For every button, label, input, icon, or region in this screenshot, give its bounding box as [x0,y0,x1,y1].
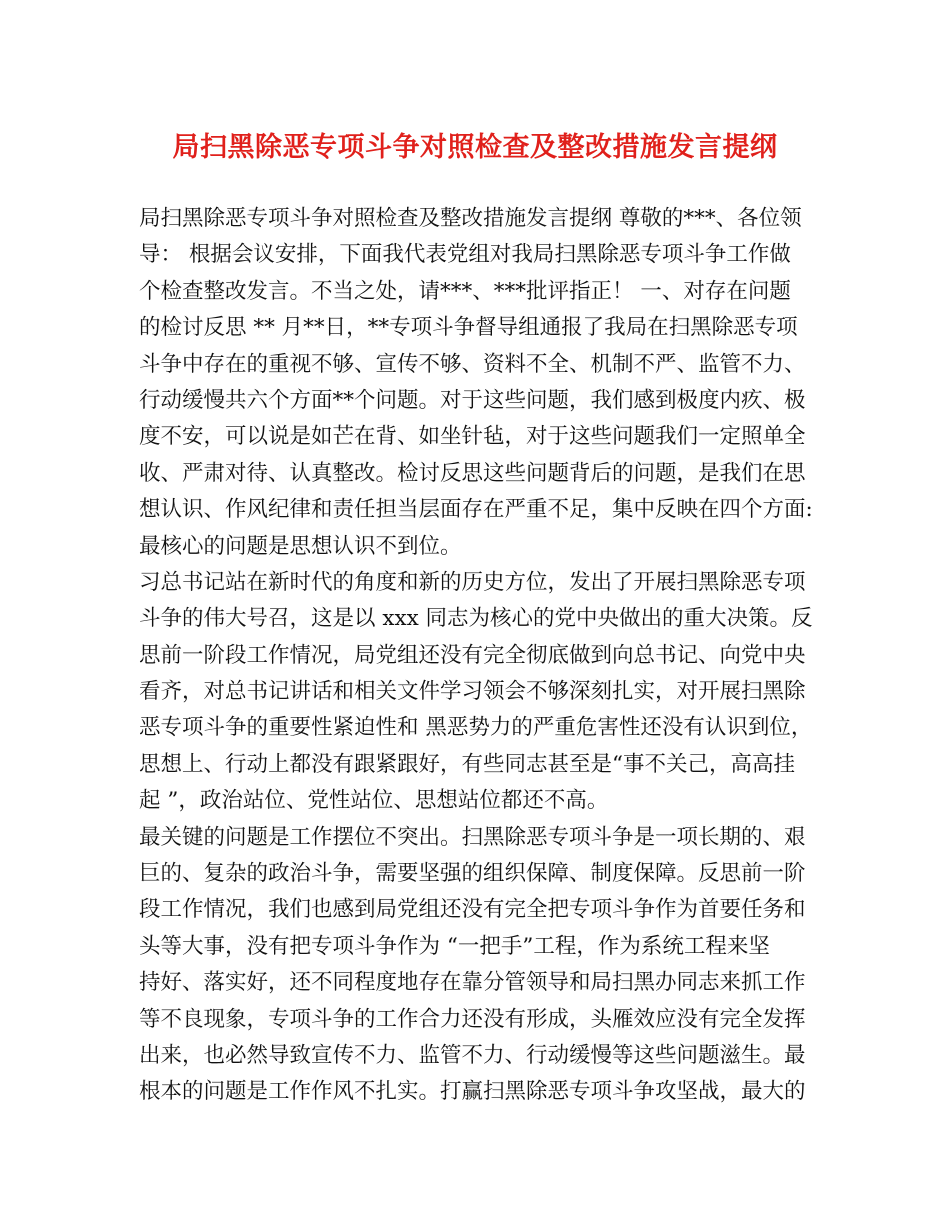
body-line: 想认识、作风纪律和责任担当层面存在严重不足，集中反映在四个方面: [139,497,813,523]
document-title: 局扫黑除恶专项斗争对照检查及整改措施发言提纲 [172,132,778,163]
body-line: 看齐，对总书记讲话和相关文件学习领会不够深刻扎实，对开展扫黑除 [139,679,806,705]
body-line: 的检讨反思 ** 月**日，**专项斗争督导组通报了我局在扫黑除恶专项 [139,315,798,341]
body-line: 等不良现象，专项斗争的工作合力还没有形成，头雁效应没有完全发挥 [139,1006,806,1032]
body-line: 个检查整改发言。不当之处，请***、***批评指正！ 一、对存在问题 [139,278,791,304]
body-line: 恶专项斗争的重要性紧迫性和 黑恶势力的严重危害性还没有认识到位， [139,715,813,741]
body-line: 导： 根据会议安排，下面我代表党组对我局扫黑除恶专项斗争工作做 [139,242,791,268]
body-line: 出来，也必然导致宣传不力、监管不力、行动缓慢等这些问题滋生。最 [139,1042,806,1068]
body-line: 收、严肃对待、认真整改。检讨反思这些问题背后的问题，是我们在思 [139,460,806,486]
body-line: 局扫黑除恶专项斗争对照检查及整改措施发言提纲 尊敬的***、各位领 [139,206,802,231]
body-line: 持好、落实好，还不同程度地存在靠分管领导和局扫黑办同志来抓工作 [139,970,806,996]
body-line: 习总书记站在新时代的角度和新的历史方位，发出了开展扫黑除恶专项 [139,569,806,595]
body-line: 巨的、复杂的政治斗争，需要坚强的组织保障、制度保障。反思前一阶 [139,861,806,887]
document-body [139,201,829,1111]
body-line: 思想上、行动上都没有跟紧跟好，有些同志甚至是“事不关己，高高挂 [139,751,795,777]
body-line: 最关键的问题是工作摆位不突出。扫黑除恶专项斗争是一项长期的、艰 [139,824,806,850]
body-line: 头等大事，没有把专项斗争作为 “一把手”工程，作为系统工程来坚 [139,933,770,959]
body-line: 度不安，可以说是如芒在背、如坐针毡，对于这些问题我们一定照单全 [139,424,806,450]
body-line: 最核心的问题是思想认识不到位。 [139,533,462,559]
body-line: 段工作情况，我们也感到局党组还没有完全把专项斗争作为首要任务和 [139,897,806,923]
body-line: 根本的问题是工作作风不扎实。打赢扫黑除恶专项斗争攻坚战，最大的 [139,1079,806,1105]
body-line: 行动缓慢共六个方面**个问题。对于这些问题，我们感到极度内疚、极 [139,387,806,413]
body-line: 起 ”，政治站位、党性站位、思想站位都还不高。 [139,788,609,814]
body-line: 斗争的伟大号召，这是以 xxx 同志为核心的党中央做出的重大决策。反 [139,606,813,632]
body-line: 思前一阶段工作情况，局党组还没有完全彻底做到向总书记、向党中央 [139,642,806,668]
body-line: 斗争中存在的重视不够、宣传不够、资料不全、机制不严、监管不力、 [139,351,806,377]
